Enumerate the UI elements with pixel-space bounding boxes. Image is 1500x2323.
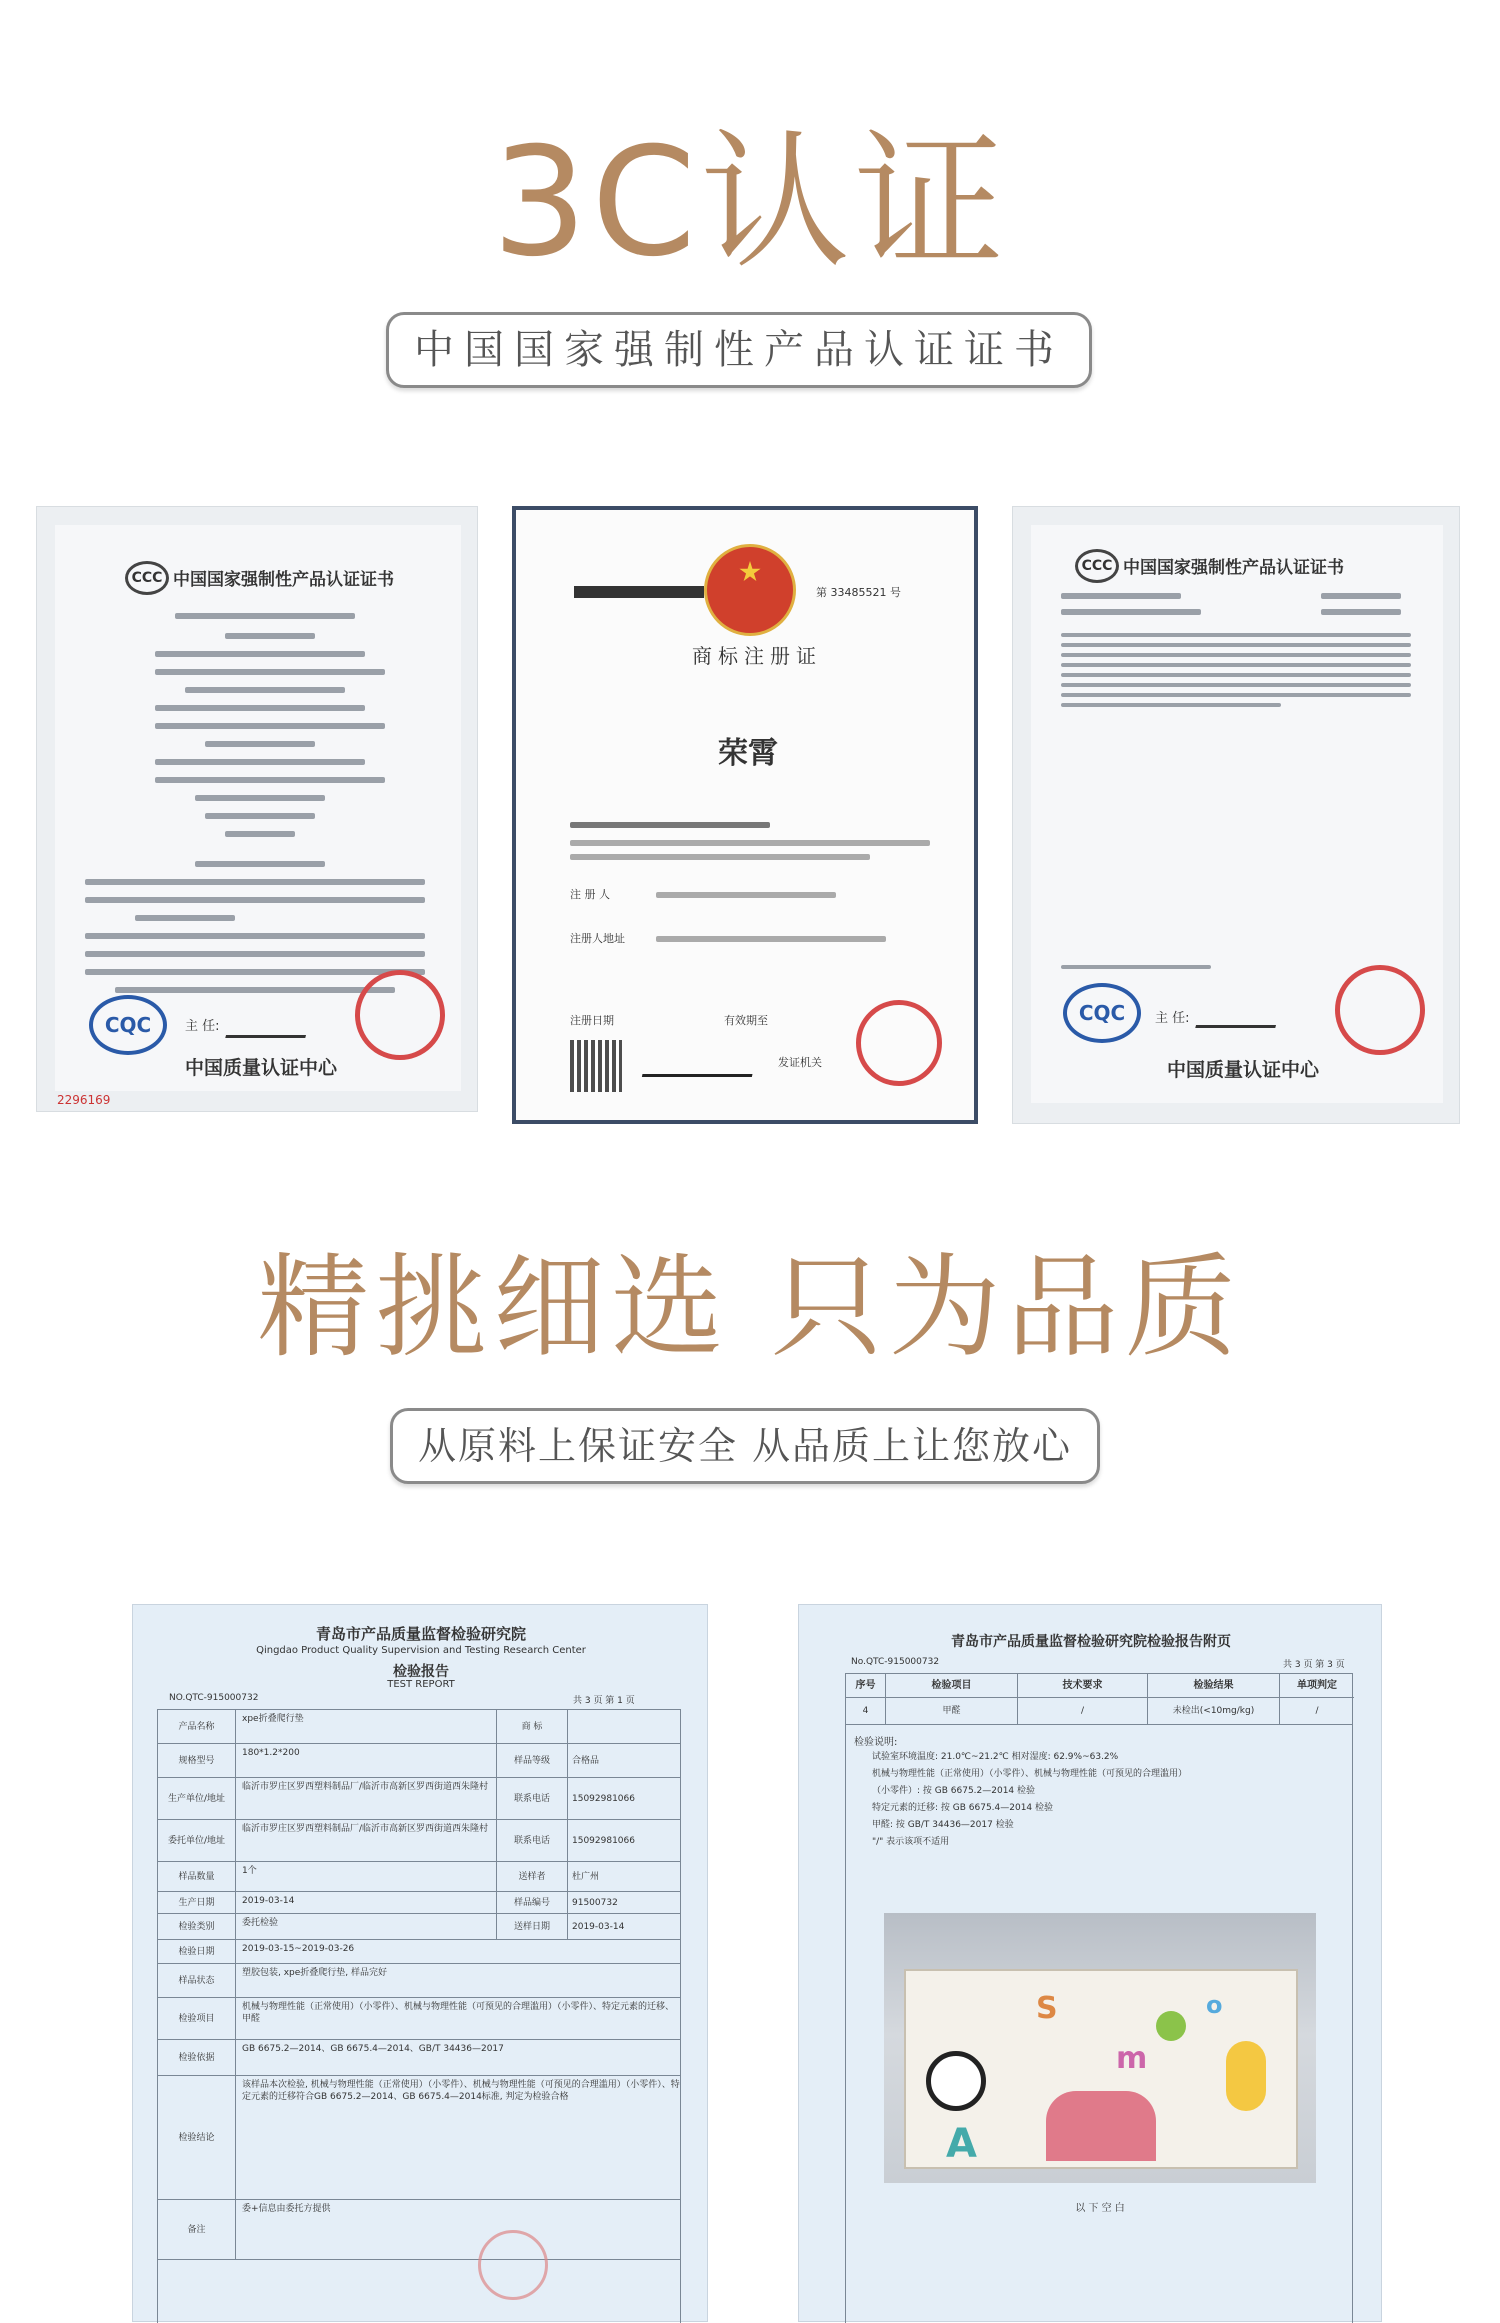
- row-side-value: [572, 1710, 672, 1744]
- table-row: [158, 1998, 680, 2040]
- reg-date-label: 注册日期: [570, 1014, 614, 1027]
- trademark-certificate: [512, 506, 978, 1124]
- column-header: 单项判定: [1280, 1674, 1354, 1698]
- table-row: [158, 1940, 680, 1964]
- row-side-value: 15092981066: [572, 1794, 635, 1804]
- column-header: 技术要求: [1018, 1674, 1148, 1698]
- certificate-header: 中国国家强制性产品认证证书: [1123, 558, 1344, 578]
- row-side-value: 合格品: [572, 1756, 600, 1766]
- section-subtitle-quality: 从原料上保证安全 从品质上让您放心: [390, 1408, 1100, 1484]
- table-row: [158, 1862, 680, 1892]
- note-line: 试验室环境温度: 21.0℃~21.2℃ 相对湿度: 62.9%~63.2%: [872, 1752, 1119, 1762]
- note-line: （小零件）: 按 GB 6675.2—2014 检验: [872, 1786, 1036, 1796]
- report-table: [157, 1709, 681, 2323]
- row-value: xpe折叠爬行垫: [242, 1714, 304, 1724]
- row-side-label: 联系电话: [496, 1820, 568, 1862]
- table-row: [158, 1964, 680, 1998]
- report-page: 共 3 页 第 3 页: [1283, 1660, 1345, 1670]
- table-row: [158, 2200, 680, 2260]
- note-line: 机械与物理性能（正常使用）（小零件）、机械与物理性能（可预见的合理滥用）: [872, 1769, 1188, 1779]
- row-side-value: 杜广州: [572, 1872, 600, 1882]
- row-label: 检验结论: [158, 2076, 236, 2200]
- row-value: 委+信息由委托方提供: [242, 2204, 331, 2214]
- row-side-value: 15092981066: [572, 1836, 635, 1846]
- row-label: 生产日期: [158, 1892, 236, 1914]
- report-org-title-en: Qingdao Product Quality Supervision and Testing Research Center: [256, 1645, 586, 1656]
- report-title-en: TEST REPORT: [387, 1679, 455, 1690]
- trademark-office-logo: [574, 586, 704, 598]
- table-row: [158, 1892, 680, 1914]
- row-label: 备注: [158, 2200, 236, 2260]
- table-cell: 未检出(<10mg/kg): [1148, 1698, 1280, 1724]
- row-value: GB 6675.2—2014、GB 6675.4—2014、GB/T 34436—2017: [242, 2044, 504, 2054]
- table-row: [158, 1744, 680, 1778]
- ccc-certificate-left: [36, 506, 478, 1112]
- row-value: 临沂市罗庄区罗西塑料制品厂/临沂市高新区罗西街道西朱隆村: [242, 1824, 489, 1834]
- report-number: No.QTC-915000732: [851, 1657, 940, 1667]
- product-photo: [884, 1913, 1316, 2183]
- red-seal-icon: [856, 1000, 942, 1086]
- section-subtitle-3c: 中国国家强制性产品认证证书: [386, 312, 1092, 388]
- qr-code-icon: [570, 1040, 622, 1092]
- signature: [1195, 985, 1287, 1028]
- row-label: 样品状态: [158, 1964, 236, 1998]
- red-seal-icon: [355, 970, 445, 1060]
- ccc-logo-icon: CCC: [125, 561, 169, 595]
- report-org-title: 青岛市产品质量监督检验研究院检验报告附页: [951, 1634, 1231, 1650]
- table-cell: /: [1315, 1706, 1319, 1716]
- row-label: 委托单位/地址: [158, 1820, 236, 1862]
- row-label: 检验日期: [158, 1940, 236, 1964]
- report-number: NO.QTC-915000732: [169, 1693, 259, 1703]
- issuing-office-label: 发证机关: [778, 1056, 822, 1069]
- table-cell: 甲醛: [886, 1698, 1018, 1724]
- play-mat-image: S A m o: [904, 1969, 1298, 2169]
- row-label: 检验依据: [158, 2040, 236, 2076]
- table-row: [158, 1778, 680, 1820]
- cqc-logo-icon: CQC: [89, 995, 167, 1055]
- registrant-label: 注 册 人: [570, 888, 610, 901]
- note-line: "/" 表示该项不适用: [872, 1837, 950, 1847]
- row-label: 规格型号: [158, 1744, 236, 1778]
- national-emblem-icon: [704, 544, 796, 636]
- row-value: 临沂市罗庄区罗西塑料制品厂/临沂市高新区罗西街道西朱隆村: [242, 1782, 489, 1792]
- row-label: 检验项目: [158, 1998, 236, 2040]
- cqc-logo-icon: CQC: [1063, 983, 1141, 1043]
- row-value: 180*1.2*200: [242, 1748, 300, 1758]
- row-side-value: 91500732: [572, 1898, 618, 1908]
- row-side-value: 2019-03-14: [572, 1922, 625, 1932]
- row-value: 塑胶包装, xpe折叠爬行垫, 样品完好: [242, 1968, 388, 1978]
- ccc-logo-icon: CCC: [1075, 549, 1119, 583]
- signature: [642, 1038, 760, 1077]
- row-value: 2019-03-14: [242, 1896, 295, 1906]
- row-label: 样品数量: [158, 1862, 236, 1892]
- column-header: 检验结果: [1148, 1674, 1280, 1698]
- address-label: 注册人地址: [570, 932, 625, 945]
- serial-number: 2296169: [57, 1093, 111, 1107]
- row-value: 2019-03-15~2019-03-26: [242, 1944, 355, 1954]
- notes-list: [872, 1749, 1342, 1851]
- report-org-title: 青岛市产品质量监督检验研究院: [315, 1625, 526, 1643]
- row-side-label: 商 标: [496, 1710, 568, 1744]
- row-value: 机械与物理性能（正常使用）（小零件）、机械与物理性能（可预见的合理滥用）（小零件）、特定元素的迁移、甲醛: [242, 2002, 675, 2024]
- valid-until-label: 有效期至: [724, 1014, 768, 1027]
- row-side-label: 样品编号: [496, 1892, 568, 1914]
- table-row: [158, 1914, 680, 1940]
- row-side-label: 送样日期: [496, 1914, 568, 1940]
- result-table: [845, 1673, 1353, 1725]
- trademark-title: 商标注册证: [692, 644, 822, 668]
- row-side-label: 样品等级: [496, 1744, 568, 1778]
- report-title: 检验报告: [393, 1664, 449, 1680]
- notes-title: 检验说明:: [854, 1737, 898, 1748]
- row-value: 该样品本次检验, 机械与物理性能（正常使用）（小零件）、机械与物理性能（可预见的合理滥用）（小零件）、特定元素的迁移符合GB 6675.2—2014、GB 6675.4—2014标准, 判定为检验合格: [242, 2080, 680, 2102]
- test-report-page-3: [798, 1604, 1382, 2322]
- row-label: 产品名称: [158, 1710, 236, 1744]
- row-label: 生产单位/地址: [158, 1778, 236, 1820]
- director-label: 主 任:: [1155, 1011, 1190, 1026]
- trademark-name: 荣霄: [718, 736, 778, 771]
- row-side-label: 送样者: [496, 1862, 568, 1892]
- table-row: [158, 2040, 680, 2076]
- row-value: 1个: [242, 1866, 257, 1876]
- issuing-org: 中国质量认证中心: [185, 1057, 338, 1079]
- section-title-quality: 精挑细选 只为品质: [257, 1243, 1243, 1373]
- end-of-report: 以 下 空 白: [1075, 2203, 1125, 2214]
- red-seal-icon: [478, 2230, 548, 2300]
- red-seal-icon: [1335, 965, 1425, 1055]
- row-side-label: 联系电话: [496, 1778, 568, 1820]
- signature: [225, 995, 317, 1038]
- test-report-page-1: [132, 1604, 708, 2322]
- column-header: 序号: [846, 1674, 886, 1698]
- table-cell: 4: [846, 1698, 886, 1724]
- certificate-number: 第 33485521 号: [816, 586, 901, 599]
- row-label: 检验类别: [158, 1914, 236, 1940]
- table-row: [158, 2076, 680, 2200]
- note-line: 特定元素的迁移: 按 GB 6675.4—2014 检验: [872, 1803, 1054, 1813]
- table-row: [158, 1820, 680, 1862]
- notes-frame: [845, 1725, 1353, 2323]
- section-title-3c: 3C认证: [491, 116, 1009, 290]
- director-label: 主 任:: [185, 1019, 220, 1034]
- table-row: [158, 1710, 680, 1744]
- ccc-certificate-right: [1012, 506, 1460, 1124]
- column-header: 检验项目: [886, 1674, 1018, 1698]
- table-cell: /: [1018, 1698, 1148, 1724]
- issuing-org: 中国质量认证中心: [1167, 1059, 1320, 1081]
- note-line: 甲醛: 按 GB/T 34436—2017 检验: [872, 1820, 1014, 1830]
- row-value: 委托检验: [242, 1918, 279, 1928]
- report-page: 共 3 页 第 1 页: [573, 1696, 635, 1706]
- certificate-header: 中国国家强制性产品认证证书: [173, 570, 394, 590]
